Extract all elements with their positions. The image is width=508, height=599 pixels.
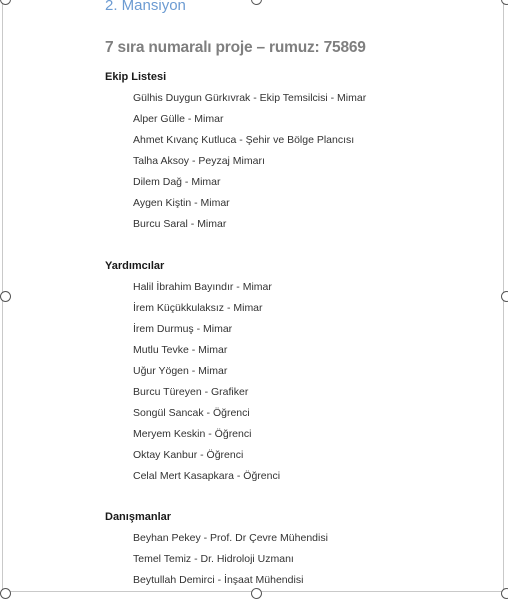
list-item: Uğur Yögen - Mimar [133,365,228,377]
list-item: Oktay Kanbur - Öğrenci [133,449,244,461]
resize-handle-bottom-left[interactable] [0,588,11,599]
group-title-assistants: Yardımcılar [105,260,165,272]
resize-handle-top-left[interactable] [0,0,11,5]
list-item: Celal Mert Kasapkara - Öğrenci [133,470,281,482]
list-item: İrem Durmuş - Mimar [133,323,233,335]
list-item: Talha Aksoy - Peyzaj Mimarı [133,155,265,167]
project-title: 7 sıra numaralı proje – rumuz: 75869 [105,39,366,56]
list-item: Dilem Dağ - Mimar [133,176,221,188]
list-item: Beyhan Pekey - Prof. Dr Çevre Mühendisi [133,532,328,544]
list-item: Aygen Kiştin - Mimar [133,197,230,209]
list-item: Beytullah Demirci - İnşaat Mühendisi [133,574,304,586]
list-item: Songül Sancak - Öğrenci [133,407,250,419]
resize-handle-top-right[interactable] [501,0,508,5]
list-item: Burcu Saral - Mimar [133,218,227,230]
list-item: Gülhis Duygun Gürkıvrak - Ekip Temsilcisi - Mimar [133,92,367,104]
list-item: İrem Küçükkulaksız - Mimar [133,302,263,314]
resize-handle-bottom-center[interactable] [251,588,262,599]
document-frame [2,0,504,592]
list-item: Alper Gülle - Mimar [133,113,224,125]
resize-handle-middle-left[interactable] [0,291,11,302]
resize-handle-bottom-right[interactable] [501,588,508,599]
list-item: Mutlu Tevke - Mimar [133,344,228,356]
resize-handle-top-center[interactable] [251,0,262,5]
resize-handle-middle-right[interactable] [501,291,508,302]
list-item: Meryem Keskin - Öğrenci [133,428,252,440]
list-item: Ahmet Kıvanç Kutluca - Şehir ve Bölge Plancısı [133,134,355,146]
list-item: Temel Temiz - Dr. Hidroloji Uzmanı [133,553,294,565]
group-title-team: Ekip Listesi [105,71,167,83]
section-heading: 2. Mansiyon [105,0,186,14]
group-title-consultants: Danışmanlar [105,511,172,523]
list-item: Burcu Türeyen - Grafiker [133,386,249,398]
list-item: Halil İbrahim Bayındır - Mimar [133,281,272,293]
